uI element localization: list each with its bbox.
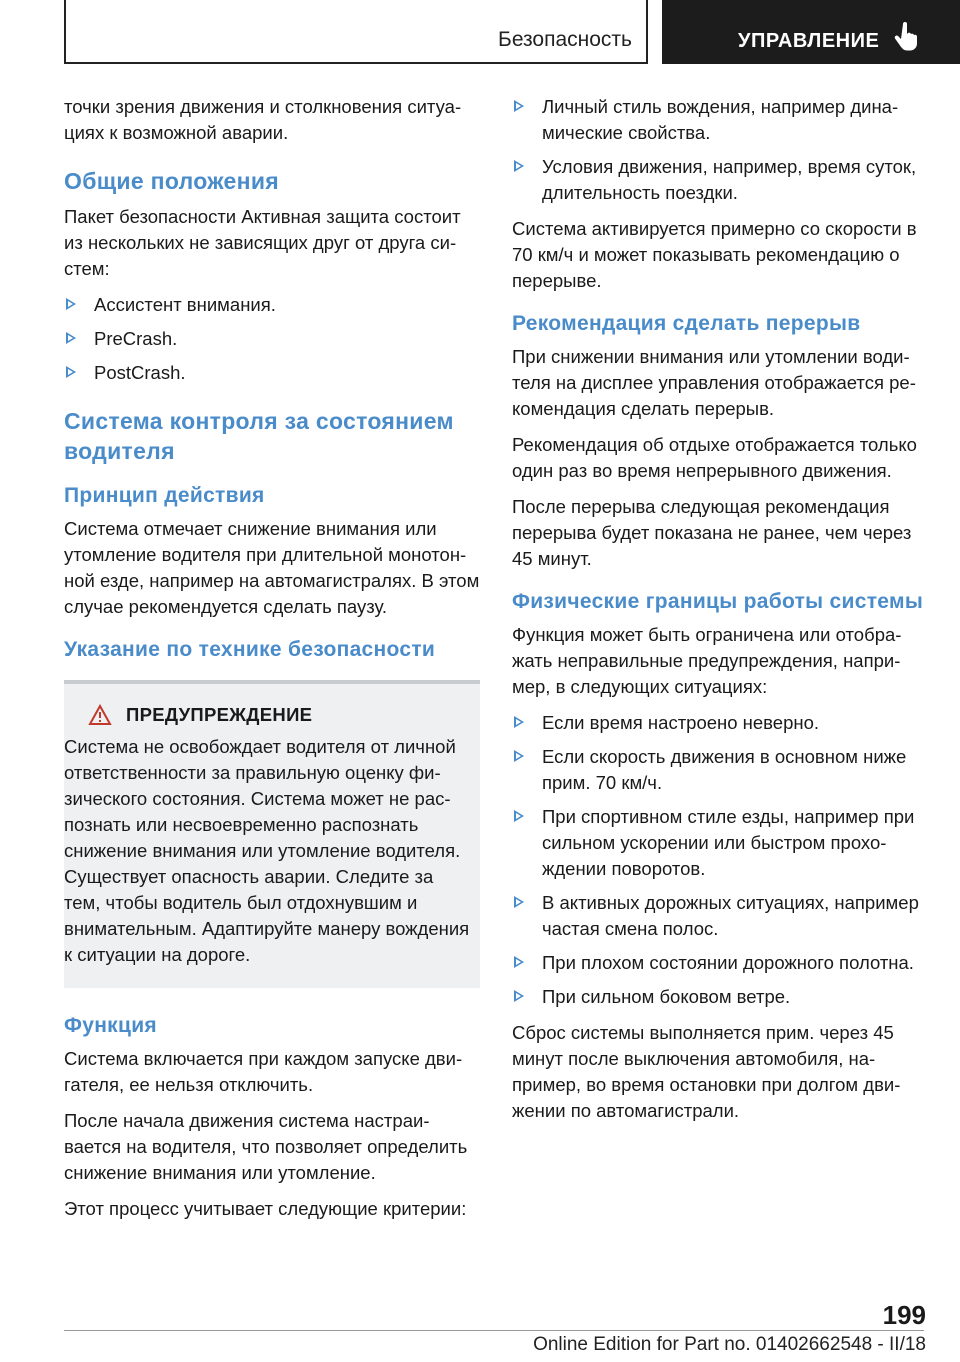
list-item: Ассистент внимания.: [64, 292, 480, 318]
activation-paragraph: Система активируется примерно со скорости в 70 км/ч и может показывать рекомендацию о перерыве.: [512, 218, 917, 291]
right-column: [512, 94, 932, 1134]
break-paragraph-3: После перерыва следующая рекомендация перерыва будет показана не ранее, чем через 45 минут.: [512, 496, 912, 569]
limits-paragraph: Функция может быть ограничена или отображать неправильные предупреждения, например, в следующих ситуациях:: [512, 624, 902, 697]
triangle-bullet-icon: [514, 160, 524, 172]
triangle-bullet-icon: [514, 956, 524, 968]
triangle-bullet-icon: [66, 332, 76, 344]
triangle-bullet-icon: [514, 750, 524, 762]
function-paragraph-2: После начала движения система настраивается на водителя, что позволяет определить снижение внимания или утомление.: [64, 1110, 468, 1183]
heading-system-limits: Физические границы работы системы: [512, 590, 924, 613]
triangle-bullet-icon: [514, 100, 524, 112]
header-section-tab: [64, 0, 648, 64]
list-item: PostCrash.: [64, 360, 480, 386]
footer-edition: Online Edition for Part no. 01402662548 - II/18: [533, 1334, 926, 1355]
break-paragraph-2: Рекомендация об отдыхе отображается только один раз во время непрерывного движения.: [512, 434, 917, 481]
break-paragraph-1: При снижении внимания или утомлении водителя на дисплее управления отображается рекомендация сделать перерыв.: [512, 346, 916, 419]
triangle-bullet-icon: [514, 990, 524, 1002]
heading-general: Общие положения: [64, 168, 279, 194]
general-list: [64, 292, 480, 386]
heading-principle: Принцип действия: [64, 484, 265, 507]
warning-header: [88, 704, 470, 726]
list-item: При плохом состоянии дорожного полотна.: [512, 950, 932, 976]
criteria-list: [512, 94, 932, 206]
heading-safety-note: Указание по технике безопасности: [64, 638, 436, 661]
function-paragraph-1: Система включается при каждом запуске двигателя, ее нельзя отключить.: [64, 1048, 463, 1095]
limits-list: [512, 710, 932, 1010]
principle-paragraph: Система отмечает снижение внимания или утомление водителя при длительной монотонной езде, например на автомагистралях. В этом случае рекомендуется сделать паузу.: [64, 518, 480, 617]
intro-paragraph: точки зрения движения и столкновения ситуациях к возможной аварии.: [64, 96, 462, 143]
list-item: При сильном боковом ветре.: [512, 984, 932, 1010]
page-number: 199: [882, 1300, 926, 1330]
warning-title: ПРЕДУПРЕЖДЕНИЕ: [126, 704, 313, 725]
function-paragraph-3: Этот процесс учитывает следующие критерии:: [64, 1198, 467, 1219]
warning-triangle-icon: [88, 704, 112, 726]
triangle-bullet-icon: [66, 298, 76, 310]
list-item: PreCrash.: [64, 326, 480, 352]
warning-box: [64, 680, 480, 988]
footer-divider: [64, 1330, 924, 1331]
reset-paragraph: Сброс системы выполняется прим. через 45 минут после выключения автомобиля, например, во время остановки при долгом движении по автомагистрали.: [512, 1022, 901, 1121]
triangle-bullet-icon: [66, 366, 76, 378]
list-item: Личный стиль вождения, например динамические свойства.: [512, 94, 932, 146]
header-chapter-tab: [662, 0, 960, 64]
triangle-bullet-icon: [514, 896, 524, 908]
left-column: [64, 94, 480, 1232]
list-item: Если скорость движения в основном ниже прим. 70 км/ч.: [512, 744, 932, 796]
hand-pointer-icon: [894, 22, 918, 52]
triangle-bullet-icon: [514, 810, 524, 822]
heading-function: Функция: [64, 1014, 157, 1037]
list-item: В активных дорожных ситуациях, например частая смена полос.: [512, 890, 932, 942]
triangle-bullet-icon: [514, 716, 524, 728]
list-item: Если время настроено неверно.: [512, 710, 932, 736]
heading-break-recommendation: Рекомендация сделать перерыв: [512, 312, 861, 335]
header-section-label: Безопасность: [498, 28, 632, 51]
list-item: При спортивном стиле езды, например при сильном ускорении или быстром прохождении поворотов.: [512, 804, 932, 882]
warning-text: Система не освобождает водителя от личной ответственности за правильную оценку физического состояния. Система может не распознать или несвоевременно распознать снижение внимания или утомление водителя. Существует опасность аварии. Следите за тем, чтобы водитель был отдохнувшим и внимательным. Адаптируйте манеру вождения к ситуации на дороге.: [64, 736, 470, 965]
list-item: Условия движения, например, время суток, длительность поездки.: [512, 154, 932, 206]
header-chapter-label: УПРАВЛЕНИЕ: [738, 30, 880, 52]
general-paragraph: Пакет безопасности Активная защита состоит из нескольких не зависящих друг от друга систем:: [64, 206, 461, 279]
heading-driver-monitoring: Система контроля за состоянием водителя: [64, 408, 454, 464]
